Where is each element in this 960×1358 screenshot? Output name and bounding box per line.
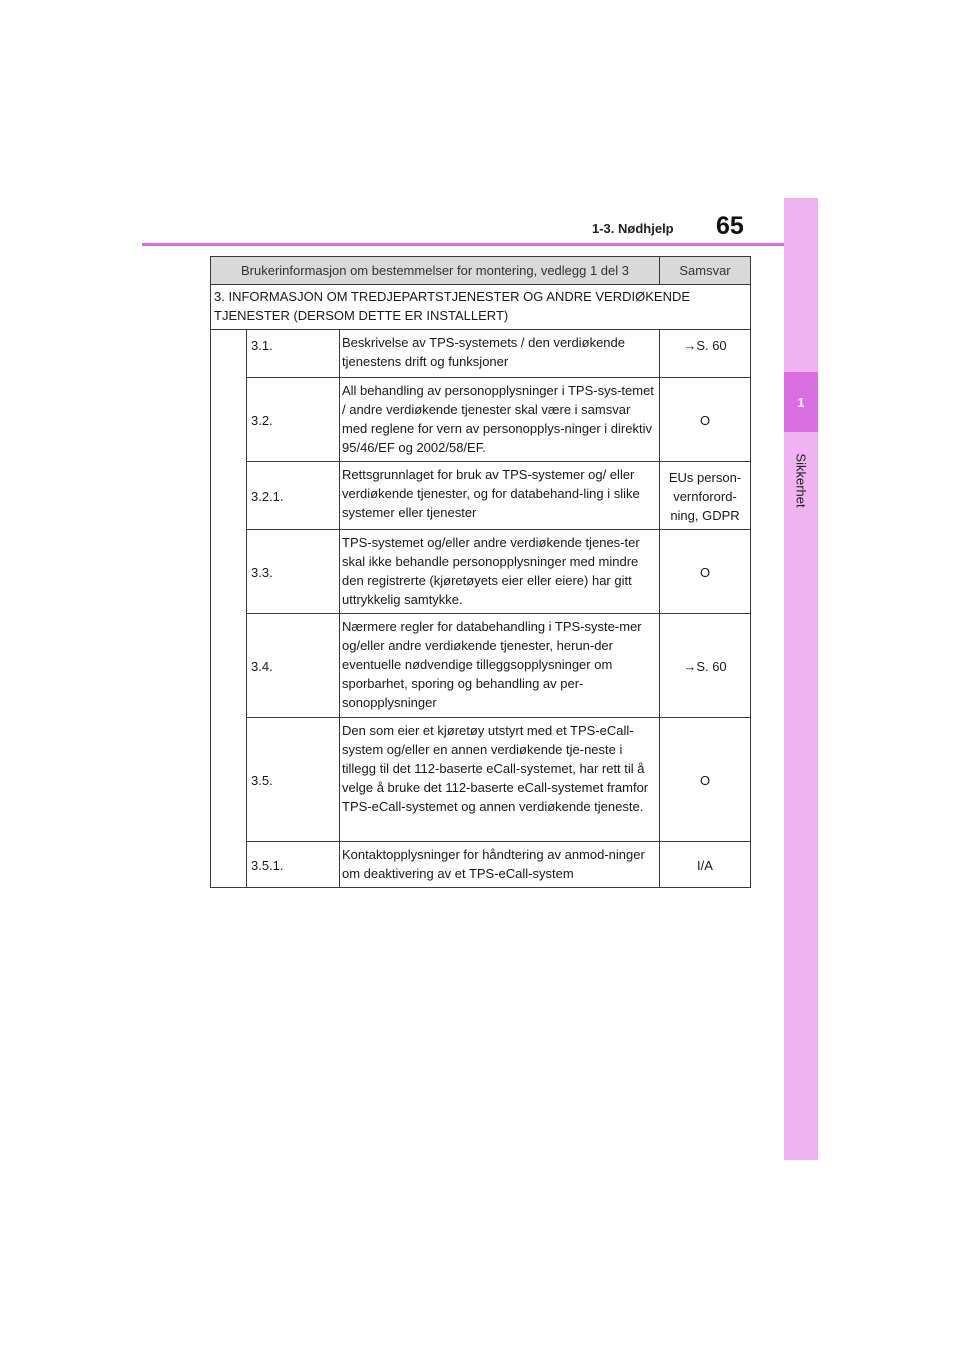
indent-cell [211,330,247,888]
row-description: Kontaktopplysninger for håndtering av anmod-ninger om deaktivering av et TPS-eCall-system [340,842,660,888]
row-description: Rettsgrunnlaget for bruk av TPS-systemer og/ eller verdiøkende tjenester, og for databehand-ling i slike systemer eller tjenester [340,462,660,530]
chapter-label-text: Sikkerhet [793,452,809,508]
table-row [211,842,751,888]
row-number: 3.1. [247,330,340,378]
table-row [211,614,751,718]
row-number: 3.5. [247,718,340,842]
table-row [211,462,751,530]
row-number: 3.3. [247,530,340,614]
section-title: 1-3. Nødhjelp [592,221,674,236]
chapter-label [784,440,818,520]
row-description: TPS-systemet og/eller andre verdiøkende tjenes-ter skal ikke behandle personopplysninger med mindre den registrerte (kjøretøyets eier eller eiere) har gitt uttrykkelig samtykke. [340,530,660,614]
section-heading: 3. INFORMASJON OM TREDJEPARTSTJENESTER OG ANDRE VERDIØKENDE TJENESTER (DERSOM DETTE ER INSTALLERT) [211,285,751,330]
column-header-info: Brukerinformasjon om bestemmelser for montering, vedlegg 1 del 3 [211,257,660,285]
chapter-side-tab [784,198,818,1160]
row-number: 3.5.1. [247,842,340,888]
page-number: 65 [716,212,744,240]
table-row [211,378,751,462]
column-header-compliance: Samsvar [660,257,751,285]
installation-info-table [210,256,751,888]
table-header-row [211,257,751,285]
row-description: Beskrivelse av TPS-systemets / den verdiøkende tjenestens drift og funksjoner [340,330,660,378]
row-compliance: →S. 60 [660,330,751,378]
row-compliance: →S. 60 [660,614,751,718]
row-compliance: I/A [660,842,751,888]
row-compliance: O [660,530,751,614]
table-row [211,330,751,378]
row-description: All behandling av personopplysninger i TPS-sys-temet / andre verdiøkende tjenester skal være i samsvar med reglene for vern av personopplys-ninger i direktiv 95/46/EF og 2002/58/EF. [340,378,660,462]
row-description: Nærmere regler for databehandling i TPS-syste-mer og/eller andre verdiøkende tjenester, herun-der eventuelle nødvendige tilleggsopplysninger om sporbarhet, sporing og behandling av per-sonopplysninger [340,614,660,718]
row-description: Den som eier et kjøretøy utstyrt med et TPS-eCall-system og/eller en annen verdiøkende tje-neste i tillegg til det 112-baserte eCall-systemet, har rett til å velge å bruke det 112-baserte eCall-systemet framfor TPS-eCall-systemet og annen verdiøkende tjeneste. [340,718,660,842]
row-number: 3.2.1. [247,462,340,530]
chapter-number-badge: 1 [784,372,818,432]
row-compliance: EUs person-vernforord-ning, GDPR [660,462,751,530]
header-rule [142,243,784,246]
row-compliance: O [660,378,751,462]
section-heading-row [211,285,751,330]
row-number: 3.2. [247,378,340,462]
row-compliance: O [660,718,751,842]
table-row [211,718,751,842]
row-number: 3.4. [247,614,340,718]
table-row [211,530,751,614]
